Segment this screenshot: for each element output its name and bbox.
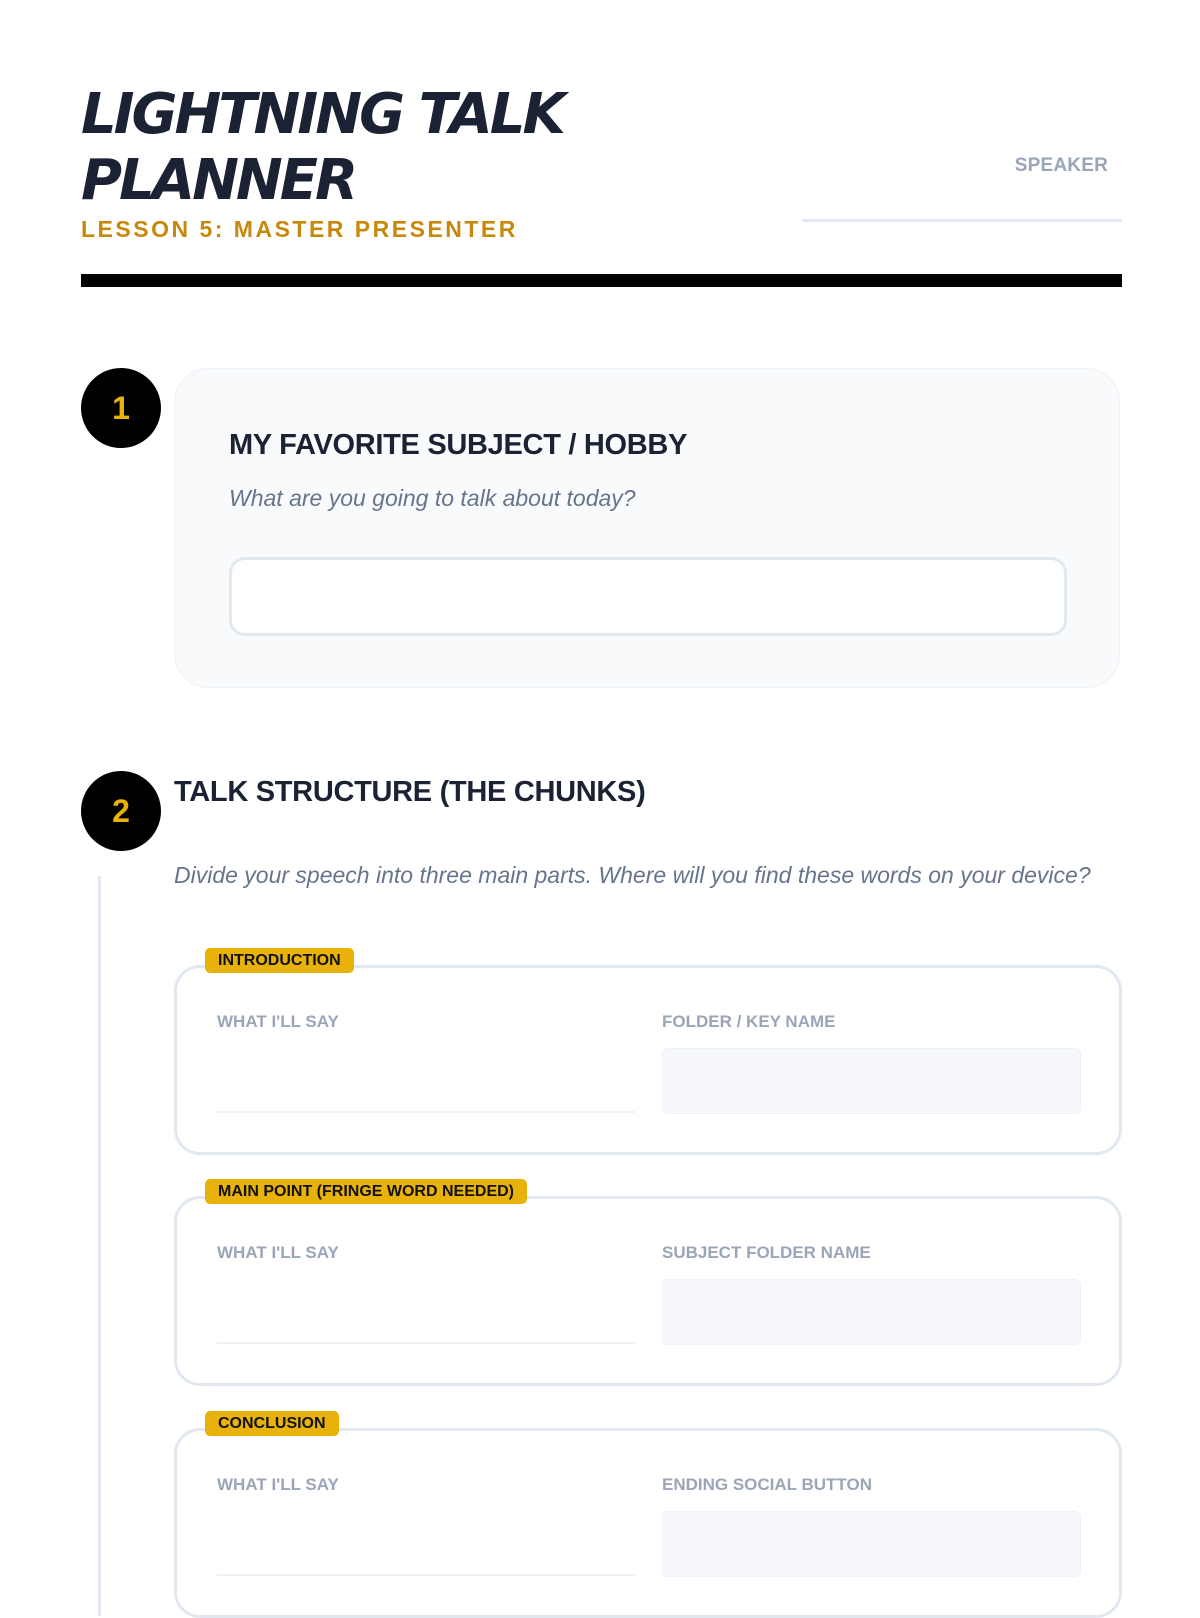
say-label: WHAT I'LL SAY — [217, 1012, 339, 1031]
favorite-subject-title: MY FAVORITE SUBJECT / HOBBY — [229, 429, 688, 461]
say-input[interactable] — [217, 1342, 635, 1344]
timeline-line — [98, 876, 101, 1616]
chunk-tag: CONCLUSION — [205, 1411, 339, 1436]
say-input[interactable] — [217, 1574, 635, 1576]
key-label: ENDING SOCIAL BUTTON — [662, 1475, 872, 1494]
favorite-subject-prompt: What are you going to talk about today? — [229, 485, 636, 511]
chunk-conclusion — [174, 1415, 1122, 1618]
say-label: WHAT I'LL SAY — [217, 1475, 339, 1494]
chunk-tag: MAIN POINT (FRINGE WORD NEEDED) — [205, 1179, 527, 1204]
subject-folder-input[interactable] — [662, 1279, 1081, 1345]
step-2-badge: 2 — [81, 771, 161, 851]
say-label: WHAT I'LL SAY — [217, 1243, 339, 1262]
say-input[interactable] — [217, 1111, 635, 1113]
page-title-line-2: PLANNER — [81, 148, 356, 213]
speaker-name-field[interactable] — [802, 219, 1122, 222]
favorite-subject-card — [174, 368, 1120, 688]
talk-structure-title: TALK STRUCTURE (THE CHUNKS) — [174, 776, 646, 808]
folder-key-input[interactable] — [662, 1048, 1081, 1114]
planner-page — [81, 0, 1122, 1600]
favorite-subject-input[interactable] — [229, 557, 1067, 636]
key-label: SUBJECT FOLDER NAME — [662, 1243, 871, 1262]
page-title-line-1: LIGHTNING TALK — [81, 82, 563, 147]
chunk-tag: INTRODUCTION — [205, 948, 354, 973]
speaker-label: SPEAKER — [1014, 155, 1108, 176]
step-1-badge: 1 — [81, 368, 161, 448]
chunk-introduction — [174, 952, 1122, 1155]
ending-social-button-input[interactable] — [662, 1511, 1081, 1577]
page-title — [81, 82, 563, 214]
chunk-main-point — [174, 1183, 1122, 1386]
header-divider — [81, 274, 1122, 287]
key-label: FOLDER / KEY NAME — [662, 1012, 836, 1031]
lesson-subtitle: LESSON 5: MASTER PRESENTER — [81, 216, 518, 242]
talk-structure-prompt: Divide your speech into three main parts. Where will you find these words on your device? — [174, 862, 1091, 888]
